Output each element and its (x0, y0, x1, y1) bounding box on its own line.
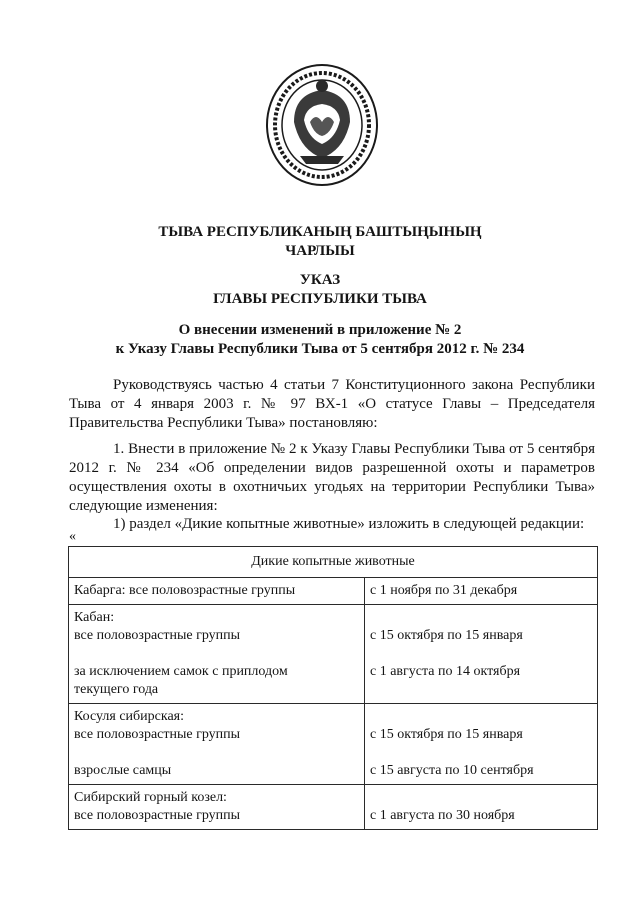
table-heading: Дикие копытные животные (69, 547, 598, 578)
open-quote: « (69, 529, 76, 544)
species-line: Кабан: (74, 610, 115, 625)
species-line: взрослые самцы (74, 763, 172, 778)
period-line: с 15 августа по 10 сентября (370, 763, 534, 778)
republic-emblem-icon (264, 62, 380, 188)
period-cell (365, 785, 598, 830)
species-line: Косуля сибирская: (74, 709, 184, 724)
species-cell (69, 704, 365, 785)
preamble-paragraph: Руководствуясь частью 4 статьи 7 Конституционного закона Республики Тыва от 4 января 2003 г. № 97 ВХ-1 «О статусе Главы – Председателя Правительства Республики Тыва» постановляю: (69, 377, 595, 431)
period-line: с 15 октября по 15 января (370, 727, 523, 742)
subject-line-2: к Указу Главы Республики Тыва от 5 сентября 2012 г. № 234 (115, 341, 525, 357)
decree-title: УКАЗ (299, 272, 341, 288)
period-cell (365, 704, 598, 785)
species-line: за исключением самок с приплодом (74, 664, 288, 679)
decree-authority: ГЛАВЫ РЕСПУБЛИКИ ТЫВА (213, 291, 427, 307)
subject-line-1: О внесении изменений в приложение № 2 (178, 322, 462, 338)
hunting-periods-table (68, 546, 598, 830)
species-cell (69, 785, 365, 830)
species-line: все половозрастные группы (74, 808, 241, 823)
table-row (69, 785, 598, 830)
period-line: с 15 октября по 15 января (370, 628, 523, 643)
header-line-1: ТЫВА РЕСПУБЛИКАНЫҢ БАШТЫҢЫНЫҢ (158, 224, 482, 240)
species-cell (69, 605, 365, 704)
species-line: текущего года (74, 682, 159, 697)
item-1-paragraph: 1. Внести в приложение № 2 к Указу Главы Республики Тыва от 5 сентября 2012 г. № 234 «Об определении видов разрешенной охоты и параметров осуществления охоты в охотничьих угодьях на территории Республики Тыва» следующие изменения: (69, 441, 595, 514)
item-1-1-paragraph: 1) раздел «Дикие копытные животные» изложить в следующей редакции: (113, 516, 585, 532)
table-heading-row (69, 547, 598, 578)
table-row (69, 605, 598, 704)
species-cell (69, 578, 365, 605)
period-line: с 1 августа по 30 ноября (370, 808, 515, 823)
table-row (69, 578, 598, 605)
table-row (69, 704, 598, 785)
species-line: все половозрастные группы (74, 628, 241, 643)
species-line: Кабарга: все половозрастные группы (74, 583, 296, 598)
period-cell (365, 605, 598, 704)
period-cell (365, 578, 598, 605)
period-line: с 1 августа по 14 октября (370, 664, 521, 679)
header-line-2: ЧАРЛЫЫ (285, 243, 355, 259)
species-line: все половозрастные группы (74, 727, 241, 742)
species-line: Сибирский горный козел: (74, 790, 227, 805)
period-line: с 1 ноября по 31 декабря (370, 583, 518, 598)
